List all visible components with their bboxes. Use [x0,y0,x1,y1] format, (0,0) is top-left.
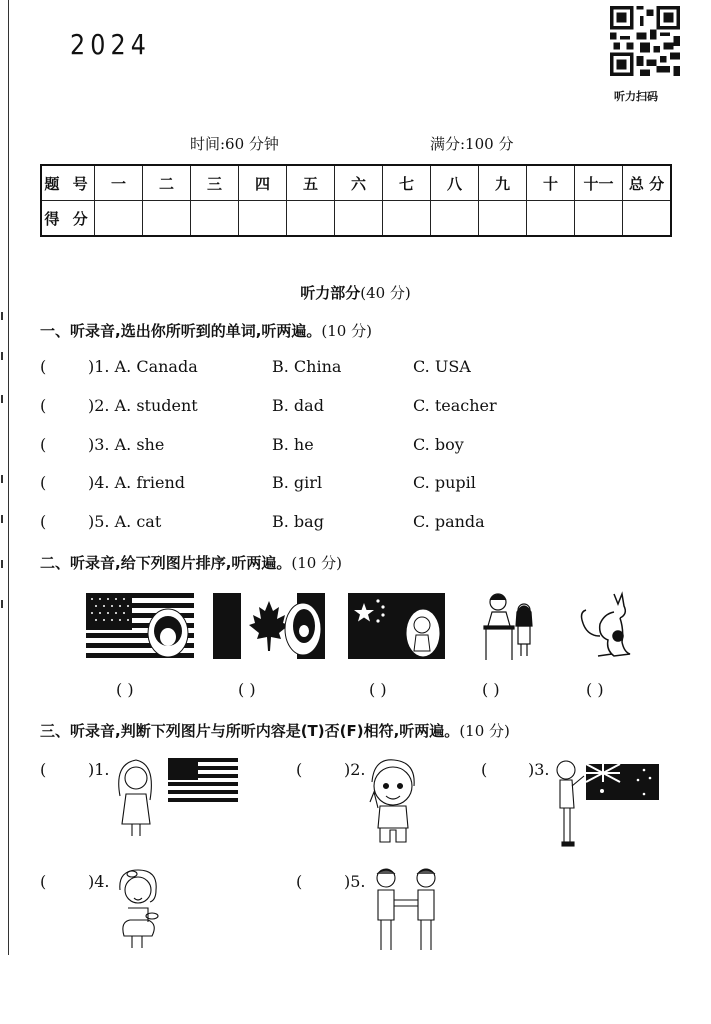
answer-blank[interactable]: ( [40,357,47,376]
tf-item-label: )3. [528,760,550,779]
tf-item-label: )4. [88,872,110,891]
qr-code-icon [610,6,680,76]
column-header: 十一 [575,165,623,201]
column-header: 一 [95,165,143,201]
option-b: B. China [272,357,342,376]
usa-flag-girl-picture [86,593,194,659]
score-cell[interactable] [431,201,479,237]
option-c: C. USA [413,357,471,376]
tf-item-label: )1. [88,760,110,779]
kangaroo-picture [578,590,634,662]
option-c: C. pupil [413,473,476,492]
tf-blank-3[interactable]: ( [481,760,488,779]
exam-year: 2024 [70,28,151,61]
part1-heading [40,320,372,341]
column-header: 九 [479,165,527,201]
option-c: C. teacher [413,396,497,415]
option-a: )5. A. cat [88,512,162,531]
order-blank-3[interactable]: ( ) [369,680,387,699]
column-header: 二 [143,165,191,201]
tf-blank-2[interactable]: ( [296,760,303,779]
answer-blank[interactable]: ( [40,473,47,492]
part1-instructions: 一、听录音,选出你所听到的单词,听两遍。 [40,322,322,340]
option-b: B. bag [272,512,324,531]
column-header: 六 [335,165,383,201]
row-label: 得 分 [41,201,95,237]
score-cell[interactable] [239,201,287,237]
score-cell[interactable] [95,201,143,237]
score-cell[interactable] [143,201,191,237]
column-header: 七 [383,165,431,201]
man-with-australia-flag-picture [552,756,662,850]
score-table [40,164,672,237]
part1-points: (10 分) [321,322,372,340]
margin-mark [1,312,8,320]
column-header: 总 分 [623,165,672,201]
score-cell[interactable] [383,201,431,237]
score-cell[interactable] [335,201,383,237]
part3-points: (10 分) [459,722,510,740]
margin-mark [1,352,8,360]
column-header: 五 [287,165,335,201]
margin-mark [1,515,8,523]
tf-blank-5[interactable]: ( [296,872,303,891]
column-header: 八 [431,165,479,201]
column-header: 十 [527,165,575,201]
score-cell[interactable] [479,201,527,237]
nurse-girl-picture [114,866,164,954]
answer-blank[interactable]: ( [40,396,47,415]
page-binding-line [8,0,9,955]
score-cell[interactable] [191,201,239,237]
order-blank-1[interactable]: ( ) [116,680,134,699]
section-title-text: 听力部分 [300,284,361,302]
score-row [41,201,671,237]
score-cell[interactable] [623,201,672,237]
answer-blank[interactable]: ( [40,435,47,454]
score-cell[interactable] [575,201,623,237]
option-b: B. girl [272,473,323,492]
option-a: )4. A. friend [88,473,186,492]
column-header: 四 [239,165,287,201]
part2-instructions: 二、听录音,给下列图片排序,听两遍。 [40,554,292,572]
margin-mark [1,475,8,483]
two-people-shaking-hands-picture [370,866,446,954]
part3-heading [40,720,510,741]
order-blank-4[interactable]: ( ) [482,680,500,699]
tf-item-label: )5. [344,872,366,891]
column-header: 三 [191,165,239,201]
part2-points: (10 分) [291,554,342,572]
margin-mark [1,560,8,568]
question-number-row [41,165,671,201]
option-c: C. boy [413,435,464,454]
option-a: )3. A. she [88,435,165,454]
score-cell[interactable] [287,201,335,237]
listening-section-title [0,282,711,303]
order-blank-2[interactable]: ( ) [238,680,256,699]
row-label: 题 号 [41,165,95,201]
part3-instructions: 三、听录音,判断下列图片与所听内容是(T)否(F)相符,听两遍。 [40,722,460,740]
section-points: (40 分) [360,284,411,302]
option-c: C. panda [413,512,485,531]
option-b: B. dad [272,396,324,415]
girl-with-usa-flag-picture [112,756,242,838]
order-blank-5[interactable]: ( ) [586,680,604,699]
teacher-and-student-picture [480,590,540,662]
option-b: B. he [272,435,314,454]
part2-heading [40,552,342,573]
margin-mark [1,395,8,403]
option-a: )2. A. student [88,396,198,415]
margin-mark [1,600,8,608]
boy-thumbs-up-picture [364,756,424,852]
tf-blank-4[interactable]: ( [40,872,47,891]
china-flag-girl-picture [348,593,445,659]
score-cell[interactable] [527,201,575,237]
tf-blank-1[interactable]: ( [40,760,47,779]
tf-item-label: )2. [344,760,366,779]
exam-time: 时间:60 分钟 [190,135,279,153]
canada-flag-girl-picture [213,593,325,659]
exam-full-score: 满分:100 分 [430,135,514,153]
answer-blank[interactable]: ( [40,512,47,531]
option-a: )1. A. Canada [88,357,198,376]
qr-code-label: 听力扫码 [614,90,658,103]
